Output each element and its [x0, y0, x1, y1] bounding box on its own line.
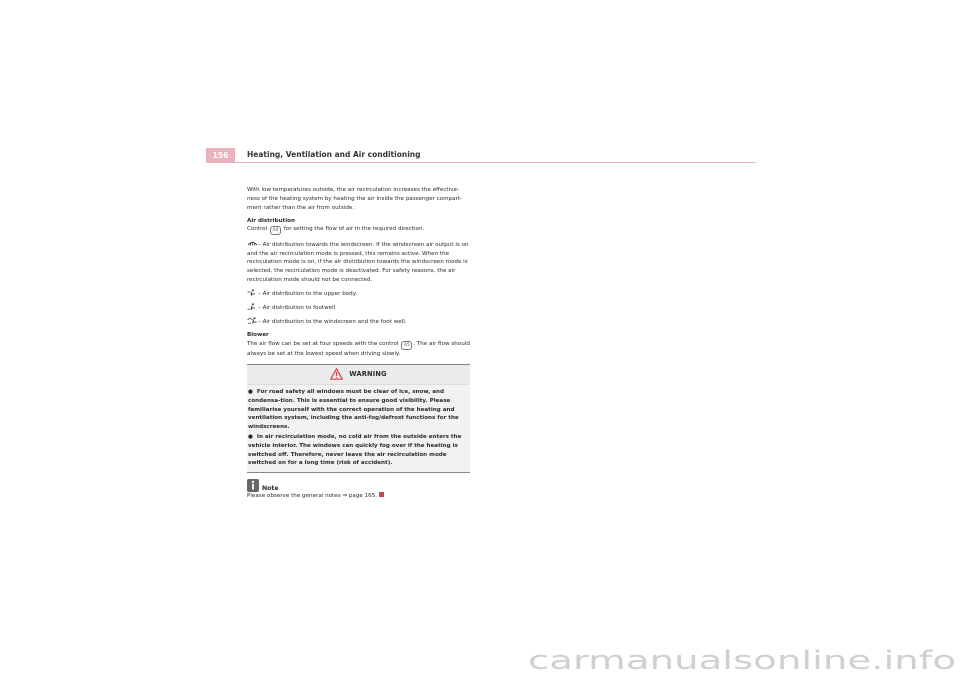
blower-paragraph — [247, 340, 470, 359]
control-text-after: for setting the flow of air in the required direction. — [283, 226, 425, 233]
running-title: Heating, Ventilation and Air conditioning — [247, 150, 421, 159]
warning-header — [247, 365, 470, 385]
warning-item — [247, 433, 470, 468]
header-rule — [206, 162, 756, 163]
note-title: Note — [262, 485, 279, 493]
bullet-icon: ● — [248, 388, 253, 395]
warning-item — [247, 388, 470, 432]
footwell-icon — [247, 303, 258, 310]
air-distribution-control — [247, 225, 470, 235]
warning-item-text: In air recirculation mode, no cold air from the outside enters the vehicle interior. The windows can quickly fog over if the heating is switched off. Therefore, never leave the air recirculation mode switched on for a long time (risk of accident). — [248, 433, 462, 467]
windscreen-icon — [247, 240, 258, 247]
windscreen-footwell-item — [247, 317, 470, 327]
page-number: 156 — [206, 148, 235, 162]
windscreen-item-text: – Air distribution towards the windscreen. If the windscreen air output is on and the air recirculation mode is pressed, this remains active. When the recirculation mode is on, if the air distribution towards the windscreen mode is selected, the recirculation mode is deactivated. For safety reasons, the air recirculation mode should not be connected. — [247, 241, 469, 283]
air-distribution-heading: Air distribution — [247, 217, 295, 224]
warning-title: WARNING — [349, 370, 387, 379]
blower-text-before: The air flow can be set at four speeds with the control — [247, 341, 399, 348]
note-header — [247, 479, 470, 492]
svg-text:carmanualsonline.info: carmanualsonline.info — [528, 646, 956, 674]
warning-triangle-icon — [330, 368, 343, 380]
intro-paragraph: With low temperatures outside, the air recirculation increases the effective-ness of the heating system by heating the air inside the passenger compart-ment rather than the air from outside. — [247, 187, 463, 211]
footwell-item-text: – Air distribution to footwell — [258, 305, 336, 312]
note-text: Please observe the general notes ⇒ page 165. — [247, 493, 378, 500]
blower-heading: Blower — [247, 332, 269, 339]
upper-body-item-text: – Air distribution to the upper body. — [258, 291, 358, 298]
text-column — [247, 186, 470, 505]
warning-box — [247, 364, 470, 473]
upper-body-icon — [247, 289, 258, 296]
blower-text-after: . The air flow should always be set at the lowest speed when driving slowly. — [247, 341, 470, 358]
footwell-item — [247, 303, 470, 313]
upper-body-item — [247, 289, 470, 299]
control-a5-badge: A5 — [401, 341, 412, 350]
windscreen-footwell-icon — [247, 317, 258, 324]
warning-item-text: For road safety all windows must be clear of ice, snow, and condensa-tion. This is essential to ensure good visibility. Please familiarise yourself with the correct operation of the heating and ventilation system, including the anti-fog/defrost functions for the windscreens. — [248, 388, 459, 431]
note-paragraph — [247, 492, 470, 501]
info-note-icon — [247, 479, 259, 492]
windscreen-footwell-item-text: – Air distribution to the windscreen and the foot well. — [258, 319, 407, 326]
bullet-icon: ● — [248, 433, 253, 440]
windscreen-item — [247, 240, 470, 285]
control-a4-badge: A4 — [270, 226, 281, 235]
control-text-before: Control — [247, 226, 268, 233]
watermark-logo — [528, 646, 958, 674]
section-end-mark — [379, 492, 384, 497]
